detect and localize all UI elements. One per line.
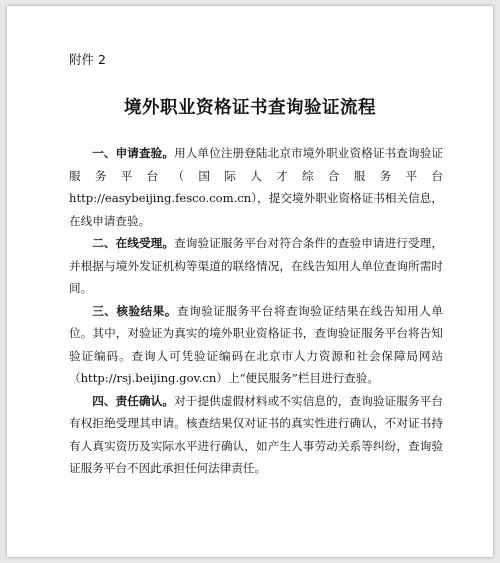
section-heading: 三、核验结果。	[92, 303, 177, 318]
document-page	[7, 6, 493, 557]
attachment-label: 附件 2	[69, 52, 106, 67]
section-accept	[69, 232, 443, 300]
section-apply	[69, 142, 443, 232]
section-heading: 四、责任确认。	[92, 393, 175, 408]
page-title: 境外职业资格证书查询验证流程	[124, 98, 376, 118]
section-text: 查询验证服务平台对符合条件的查验申请进行受理，并根据与境外发证机构等渠道的联络情况，在线告知用人单位查询所需时间。	[69, 236, 443, 295]
section-heading: 一、申请查验。	[92, 146, 175, 160]
section-responsibility	[69, 390, 443, 480]
section-text: 对于提供虚假材料或不实信息的，查询验证服务平台有权拒绝受理其申请。核查结果仅对证书的真实性进行确认，不对证书持有人真实资历及实际水平进行确认，如产生人事劳动关系等纠纷，查询验证服务平台不因此承担任何法律责任。	[69, 393, 443, 475]
section-verify	[69, 300, 443, 390]
section-heading: 二、在线受理。	[92, 236, 175, 250]
document-body	[69, 142, 443, 480]
section-text: 用人单位注册登陆北京市境外职业资格证书查询验证服务平台（国际人才综合服务平台 http://easybeijing.fesco.com.cn），提交境外职业资格证书相关信息，在线申请查验。	[69, 146, 443, 228]
section-text: 查询验证服务平台将查询验证结果在线告知用人单位。其中，对验证为真实的境外职业资格证书，查询验证服务平台将告知验证编码。查询人可凭验证编码在北京市人力资源和社会保障局网站（http://rsj.beijing.gov.cn）上“便民服务”栏目进行查验。	[69, 303, 443, 385]
